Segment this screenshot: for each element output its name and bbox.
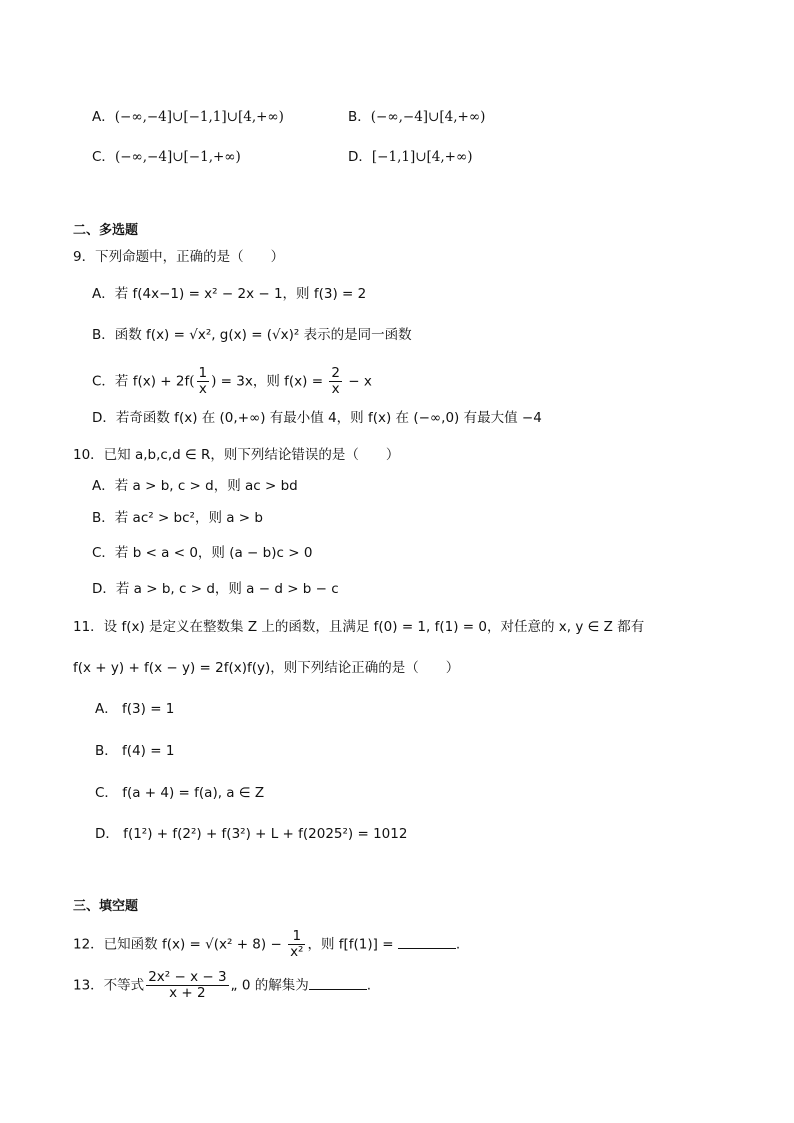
question-10-option-d: D．若 a > b, c > d，则 a − d > b − c	[92, 581, 339, 597]
question-11-option-c: C． f(a + 4) = f(a), a ∈ Z	[95, 785, 265, 801]
section-title-multi-choice: 二、多选题	[73, 223, 139, 238]
option-text: (−∞,−4]∪[−1,1]∪[4,+∞)	[114, 109, 284, 125]
answer-blank[interactable]	[309, 975, 367, 990]
question-9-option-c: C．若 f(x) + 2f( $\frac{1}{x}$ ) = 3x，则 f(x) = $\frac{2}{x}$ − x	[92, 365, 372, 397]
option-label: C．	[92, 149, 115, 165]
fraction: $\frac{2}{x}$	[331, 365, 340, 397]
question-text: ，则 f[f(1)] =	[307, 936, 398, 953]
question-9-option-a: A．若 f(4x−1) = x² − 2x − 1，则 f(3) = 2	[92, 286, 367, 302]
option-label: B．	[348, 109, 371, 125]
question-text: „ 0 的解集为	[230, 977, 309, 994]
option-text: C．若 f(x) + 2f	[92, 373, 190, 390]
question-11-option-b: B． f(4) = 1	[95, 743, 175, 759]
question-text: 13．不等式	[73, 977, 145, 994]
question-10-stem: 10．已知 a,b,c,d ∈ R，则下列结论错误的是（ ）	[73, 447, 400, 463]
option-c-prev	[92, 147, 241, 167]
option-text: − x	[343, 373, 372, 390]
question-11-option-d: D． f(1²) + f(2²) + f(3²) + L + f(2025²) = 1012	[95, 826, 408, 842]
fraction: $\frac{\text{2x² − x − 3}}{x + 2}$	[148, 969, 227, 1001]
question-11-stem-line1: 11．设 f(x) 是定义在整数集 Z 上的函数，且满足 f(0) = 1, f(1) = 0，对任意的 x, y ∈ Z 都有	[73, 619, 645, 635]
question-11-stem-line2: f(x + y) + f(x − y) = 2f(x)f(y)，则下列结论正确的是（ ）	[73, 660, 460, 676]
question-12: 12．已知函数 f(x) = √(x² + 8) − $\frac{1}{\text{x²}}$ ，则 f[f(1)] = .	[73, 928, 461, 960]
fraction: $\frac{1}{\text{x²}}$	[290, 928, 304, 960]
option-text: [−1,1]∪[4,+∞)	[371, 149, 473, 165]
option-label: A．	[92, 109, 115, 125]
option-a-prev	[92, 107, 284, 127]
question-10-option-a: A．若 a > b, c > d，则 ac > bd	[92, 478, 298, 494]
question-13: 13．不等式 $\frac{\text{2x² − x − 3}}{x + 2}$ „ 0 的解集为 .	[73, 969, 372, 1001]
question-11-option-a: A． f(3) = 1	[95, 701, 175, 717]
question-9-option-d: D．若奇函数 f(x) 在 (0,+∞) 有最小值 4，则 f(x) 在 (−∞,0) 有最大值 −4	[92, 410, 542, 426]
question-10-option-c: C．若 b < a < 0，则 (a − b)c > 0	[92, 545, 313, 561]
option-b-prev	[348, 107, 485, 127]
section-title-fill-blank: 三、填空题	[73, 899, 139, 914]
option-text: (−∞,−4]∪[−1,+∞)	[114, 149, 241, 165]
question-10-option-b: B．若 ac² > bc²，则 a > b	[92, 510, 263, 526]
option-text: = 3x，则 f(x) =	[216, 373, 328, 390]
option-d-prev	[348, 147, 473, 167]
option-label: D．	[348, 149, 372, 165]
question-text: 12．已知函数 f(x) = √(x² + 8) −	[73, 936, 287, 953]
question-9-stem: 9．下列命题中，正确的是（ ）	[73, 249, 285, 265]
question-9-option-b: B．函数 f(x) = √x², g(x) = (√x)² 表示的是同一函数	[92, 327, 412, 343]
fraction: $\frac{1}{x}$	[198, 365, 208, 397]
answer-blank[interactable]	[398, 934, 456, 949]
option-text: (−∞,−4]∪[4,+∞)	[370, 109, 486, 125]
